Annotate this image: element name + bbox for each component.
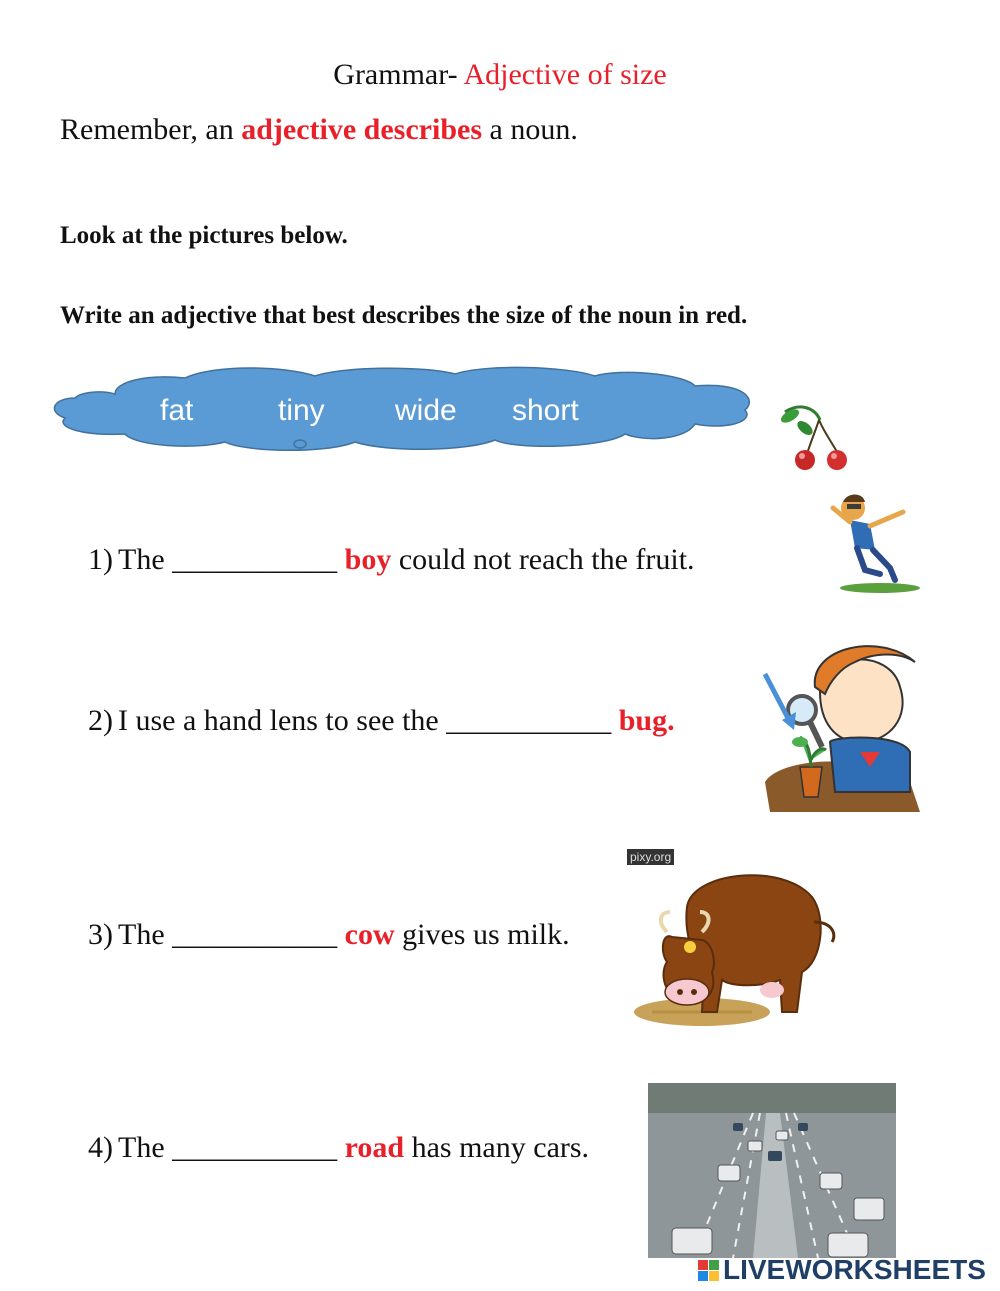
question-number: 2) xyxy=(88,704,113,737)
answer-blank-1[interactable]: ___________ xyxy=(172,543,338,576)
jumping-boy-icon xyxy=(825,490,925,595)
question-text: The xyxy=(118,1131,173,1164)
instruction-look: Look at the pictures below. xyxy=(60,222,348,249)
question-text: The xyxy=(118,543,173,576)
question-number: 4) xyxy=(88,1131,113,1164)
noun-red: cow xyxy=(344,918,395,951)
word-bank-tiny: tiny xyxy=(278,394,325,427)
question-3 xyxy=(88,918,570,952)
page-title xyxy=(0,58,1000,92)
brand-name: LIVEWORKSHEETS xyxy=(723,1254,986,1285)
question-1 xyxy=(88,543,695,577)
title-prefix: Grammar- xyxy=(333,58,464,91)
question-text-rest: could not reach the fruit. xyxy=(391,543,695,576)
instruction-write: Write an adjective that best describes the size of the noun in red. xyxy=(60,302,748,329)
cherries-icon xyxy=(775,402,855,477)
word-bank-fat: fat xyxy=(160,394,194,427)
remember-highlight: adjective describes xyxy=(241,113,482,146)
title-highlight: Adjective of size xyxy=(463,58,667,91)
word-bank-short: short xyxy=(512,394,579,427)
remember-after: a noun. xyxy=(482,113,578,146)
noun-red: road xyxy=(344,1131,405,1164)
remember-line xyxy=(60,113,578,147)
word-bank-cloud xyxy=(45,362,755,462)
question-text-rest: has many cars. xyxy=(404,1131,590,1164)
image-credit-badge: pixy.org xyxy=(627,849,674,865)
liveworksheets-badge-icon xyxy=(698,1260,719,1281)
question-number: 3) xyxy=(88,918,113,951)
remember-before: Remember, an xyxy=(60,113,242,146)
noun-red: boy xyxy=(344,543,392,576)
highway-photo xyxy=(648,1083,896,1258)
answer-blank-3[interactable]: ___________ xyxy=(172,918,338,951)
answer-blank-2[interactable]: ___________ xyxy=(446,704,612,737)
question-text: The xyxy=(118,918,173,951)
question-text: I use a hand lens to see the xyxy=(118,704,447,737)
noun-red: bug. xyxy=(618,704,675,737)
question-text-rest: gives us milk. xyxy=(394,918,570,951)
answer-blank-4[interactable]: ___________ xyxy=(172,1131,338,1164)
question-4 xyxy=(88,1131,589,1165)
liveworksheets-logo[interactable] xyxy=(698,1254,986,1286)
word-bank-wide: wide xyxy=(395,394,457,427)
question-number: 1) xyxy=(88,543,113,576)
boy-with-magnifier-icon xyxy=(760,632,925,817)
question-2 xyxy=(88,704,675,738)
cow-icon xyxy=(632,862,847,1032)
